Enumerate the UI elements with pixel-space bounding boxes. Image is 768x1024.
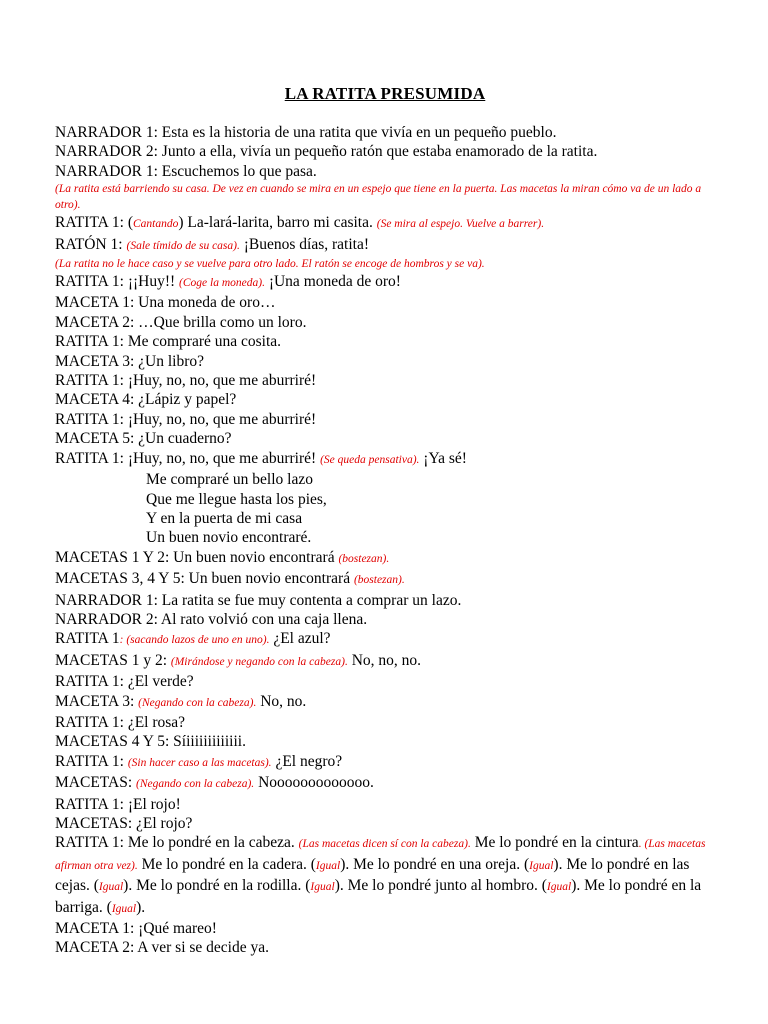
poem-line: Un buen novio encontraré. (146, 529, 312, 547)
stage-direction: . (Las macetas afirman otra vez). (55, 838, 706, 872)
speech-text: RATITA 1: ¡Huy, no, no, que me aburriré! (55, 449, 321, 467)
dialogue-line: RATITA 1: ¿El rosa? (55, 713, 186, 731)
dialogue-line: MACETAS 4 Y 5: Síiiiiiiiiiiiii. (55, 733, 246, 751)
speech-text: RATITA 1: Me lo pondré en la cabeza. (55, 834, 299, 852)
speech-text: MACETAS 1 y 2: (55, 651, 171, 669)
dialogue-line: NARRADOR 2: Al rato volvió con una caja llena. (55, 610, 368, 628)
dialogue-line (55, 449, 715, 470)
dialogue-line: RATITA 1: ¡El rojo! (55, 795, 181, 813)
speech-text: RATITA 1: (55, 752, 128, 770)
dialogue-line (55, 651, 715, 672)
dialogue-lines (55, 123, 715, 833)
stage-direction: Igual (310, 881, 335, 894)
speech-text: RATITA 1 (55, 630, 120, 648)
stage-direction: Igual (546, 881, 572, 894)
dialogue-line: NARRADOR 2: Junto a ella, vivía un pequeño ratón que estaba enamorado de la ratita. (55, 143, 598, 161)
speech-text: Me lo pondré en la cadera. ( (137, 855, 316, 873)
stage-direction: (bostezan). (338, 552, 390, 565)
speech-text: ¡Ya sé! (419, 449, 467, 467)
poem-line: Me compraré un bello lazo (146, 471, 313, 489)
speech-text: MACETAS: (55, 774, 137, 792)
closing-lines (55, 919, 715, 958)
stage-direction: Igual (529, 859, 554, 872)
dialogue-line: MACETA 4: ¿Lápiz y papel? (55, 391, 237, 409)
speech-text: No, no, no. (347, 651, 422, 669)
dialogue-paragraph (55, 833, 715, 919)
stage-direction: (Negando con la cabeza). (138, 696, 257, 709)
speech-text: ¡Buenos días, ratita! (239, 235, 370, 253)
poem-line: Y en la puerta de mi casa (146, 509, 303, 527)
dialogue-line: MACETA 5: ¿Un cuaderno? (55, 430, 232, 448)
stage-direction: (Se queda pensativa). (320, 453, 420, 466)
speech-text: ). Me lo pondré en la rodilla. ( (123, 877, 311, 895)
dialogue-line: MACETA 2: …Que brilla como un loro. (55, 313, 307, 331)
dialogue-line (55, 213, 715, 234)
stage-direction: (Sin hacer caso a las macetas). (127, 756, 272, 769)
speech-text: ) La-lará-larita, barro mi casita. (178, 214, 377, 232)
speech-text: ¿El negro? (271, 752, 343, 770)
speech-text: Me lo pondré en la cintura (470, 834, 639, 852)
stage-direction: : (sacando lazos de uno en uno). (119, 634, 270, 647)
speech-text: MACETAS 3, 4 Y 5: Un buen novio encontrará (55, 570, 354, 588)
dialogue-line (55, 752, 715, 773)
dialogue-line: RATITA 1: ¿El verde? (55, 673, 194, 691)
speech-text: RATITA 1: ¡¡Huy!! (55, 273, 180, 291)
dialogue-line (55, 692, 715, 713)
stage-direction: (Mirándose y negando con la cabeza). (170, 655, 348, 668)
speech-text: ). Me lo pondré junto al hombro. ( (334, 877, 547, 895)
stage-direction: Igual (315, 859, 341, 872)
stage-direction-line: (La ratita está barriendo su casa. De vez en cuando se mira en un espejo que tiene en la puerta. Las macetas la miran cómo va de un lado a otro). (55, 183, 702, 212)
stage-direction: Igual (98, 881, 124, 894)
dialogue-line: NARRADOR 1: La ratita se fue muy contenta a comprar un lazo. (55, 591, 462, 609)
speech-text: ). (136, 898, 146, 916)
dialogue-line (55, 272, 715, 293)
stage-direction-line: (La ratita no le hace caso y se vuelve para otro lado. El ratón se encoge de hombros y se va). (55, 258, 485, 271)
stage-direction: (Coge la moneda). (179, 277, 265, 290)
stage-direction: (bostezan). (353, 574, 405, 587)
dialogue-line: MACETAS: ¿El rojo? (55, 815, 193, 832)
stage-direction: (Negando con la cabeza). (136, 778, 255, 791)
speech-text: MACETAS 1 Y 2: Un buen novio encontrará (55, 548, 339, 566)
dialogue-line (55, 773, 715, 794)
speech-text: ). Me lo pondré en la barriga. ( (55, 877, 702, 916)
dialogue-line: RATITA 1: ¡Huy, no, no, que me aburriré! (55, 410, 317, 428)
dialogue-line: RATITA 1: ¡Huy, no, no, que me aburriré! (55, 372, 317, 390)
document-title: LA RATITA PRESUMIDA (284, 84, 486, 103)
dialogue-line: NARRADOR 1: Escuchemos lo que pasa. (55, 162, 317, 180)
speech-text: ¿El azul? (269, 630, 331, 648)
speech-text: ). Me lo pondré en las cejas. ( (55, 855, 690, 895)
stage-direction: (Las macetas dicen sí con la cabeza). (298, 838, 471, 851)
stage-direction: (Se mira al espejo. Vuelve a barrer). (376, 218, 545, 231)
dialogue-line: MACETA 3: ¿Un libro? (55, 352, 205, 370)
dialogue-line: MACETA 1: Una moneda de oro… (55, 294, 276, 312)
speech-text: RATITA 1: ( (55, 214, 133, 232)
dialogue-line (55, 629, 715, 650)
dialogue-line: NARRADOR 1: Esta es la historia de una ratita que vivía en un pequeño pueblo. (55, 124, 557, 141)
speech-text: MACETA 3: (55, 692, 139, 710)
speech-text: RATÓN 1: (55, 235, 127, 253)
dialogue-line (55, 569, 715, 590)
stage-direction: (Sale tímido de su casa). (126, 239, 240, 252)
speech-text: Nooooooooooooo. (254, 774, 374, 792)
speech-text: No, no. (256, 692, 307, 710)
poem-line: Que me llegue hasta los pies, (146, 490, 327, 508)
script-page (55, 84, 715, 958)
dialogue-line (55, 235, 715, 256)
dialogue-line: MACETA 2: A ver si se decide ya. (55, 939, 270, 957)
speech-text: ). Me lo pondré en una oreja. ( (340, 855, 530, 873)
stage-direction: Cantando (132, 218, 179, 231)
dialogue-line: MACETA 1: ¡Qué mareo! (55, 920, 217, 938)
dialogue-line: RATITA 1: Me compraré una cosita. (55, 333, 282, 351)
dialogue-line (55, 548, 715, 569)
speech-text: ¡Una moneda de oro! (264, 273, 401, 291)
stage-direction: Igual (111, 902, 137, 915)
